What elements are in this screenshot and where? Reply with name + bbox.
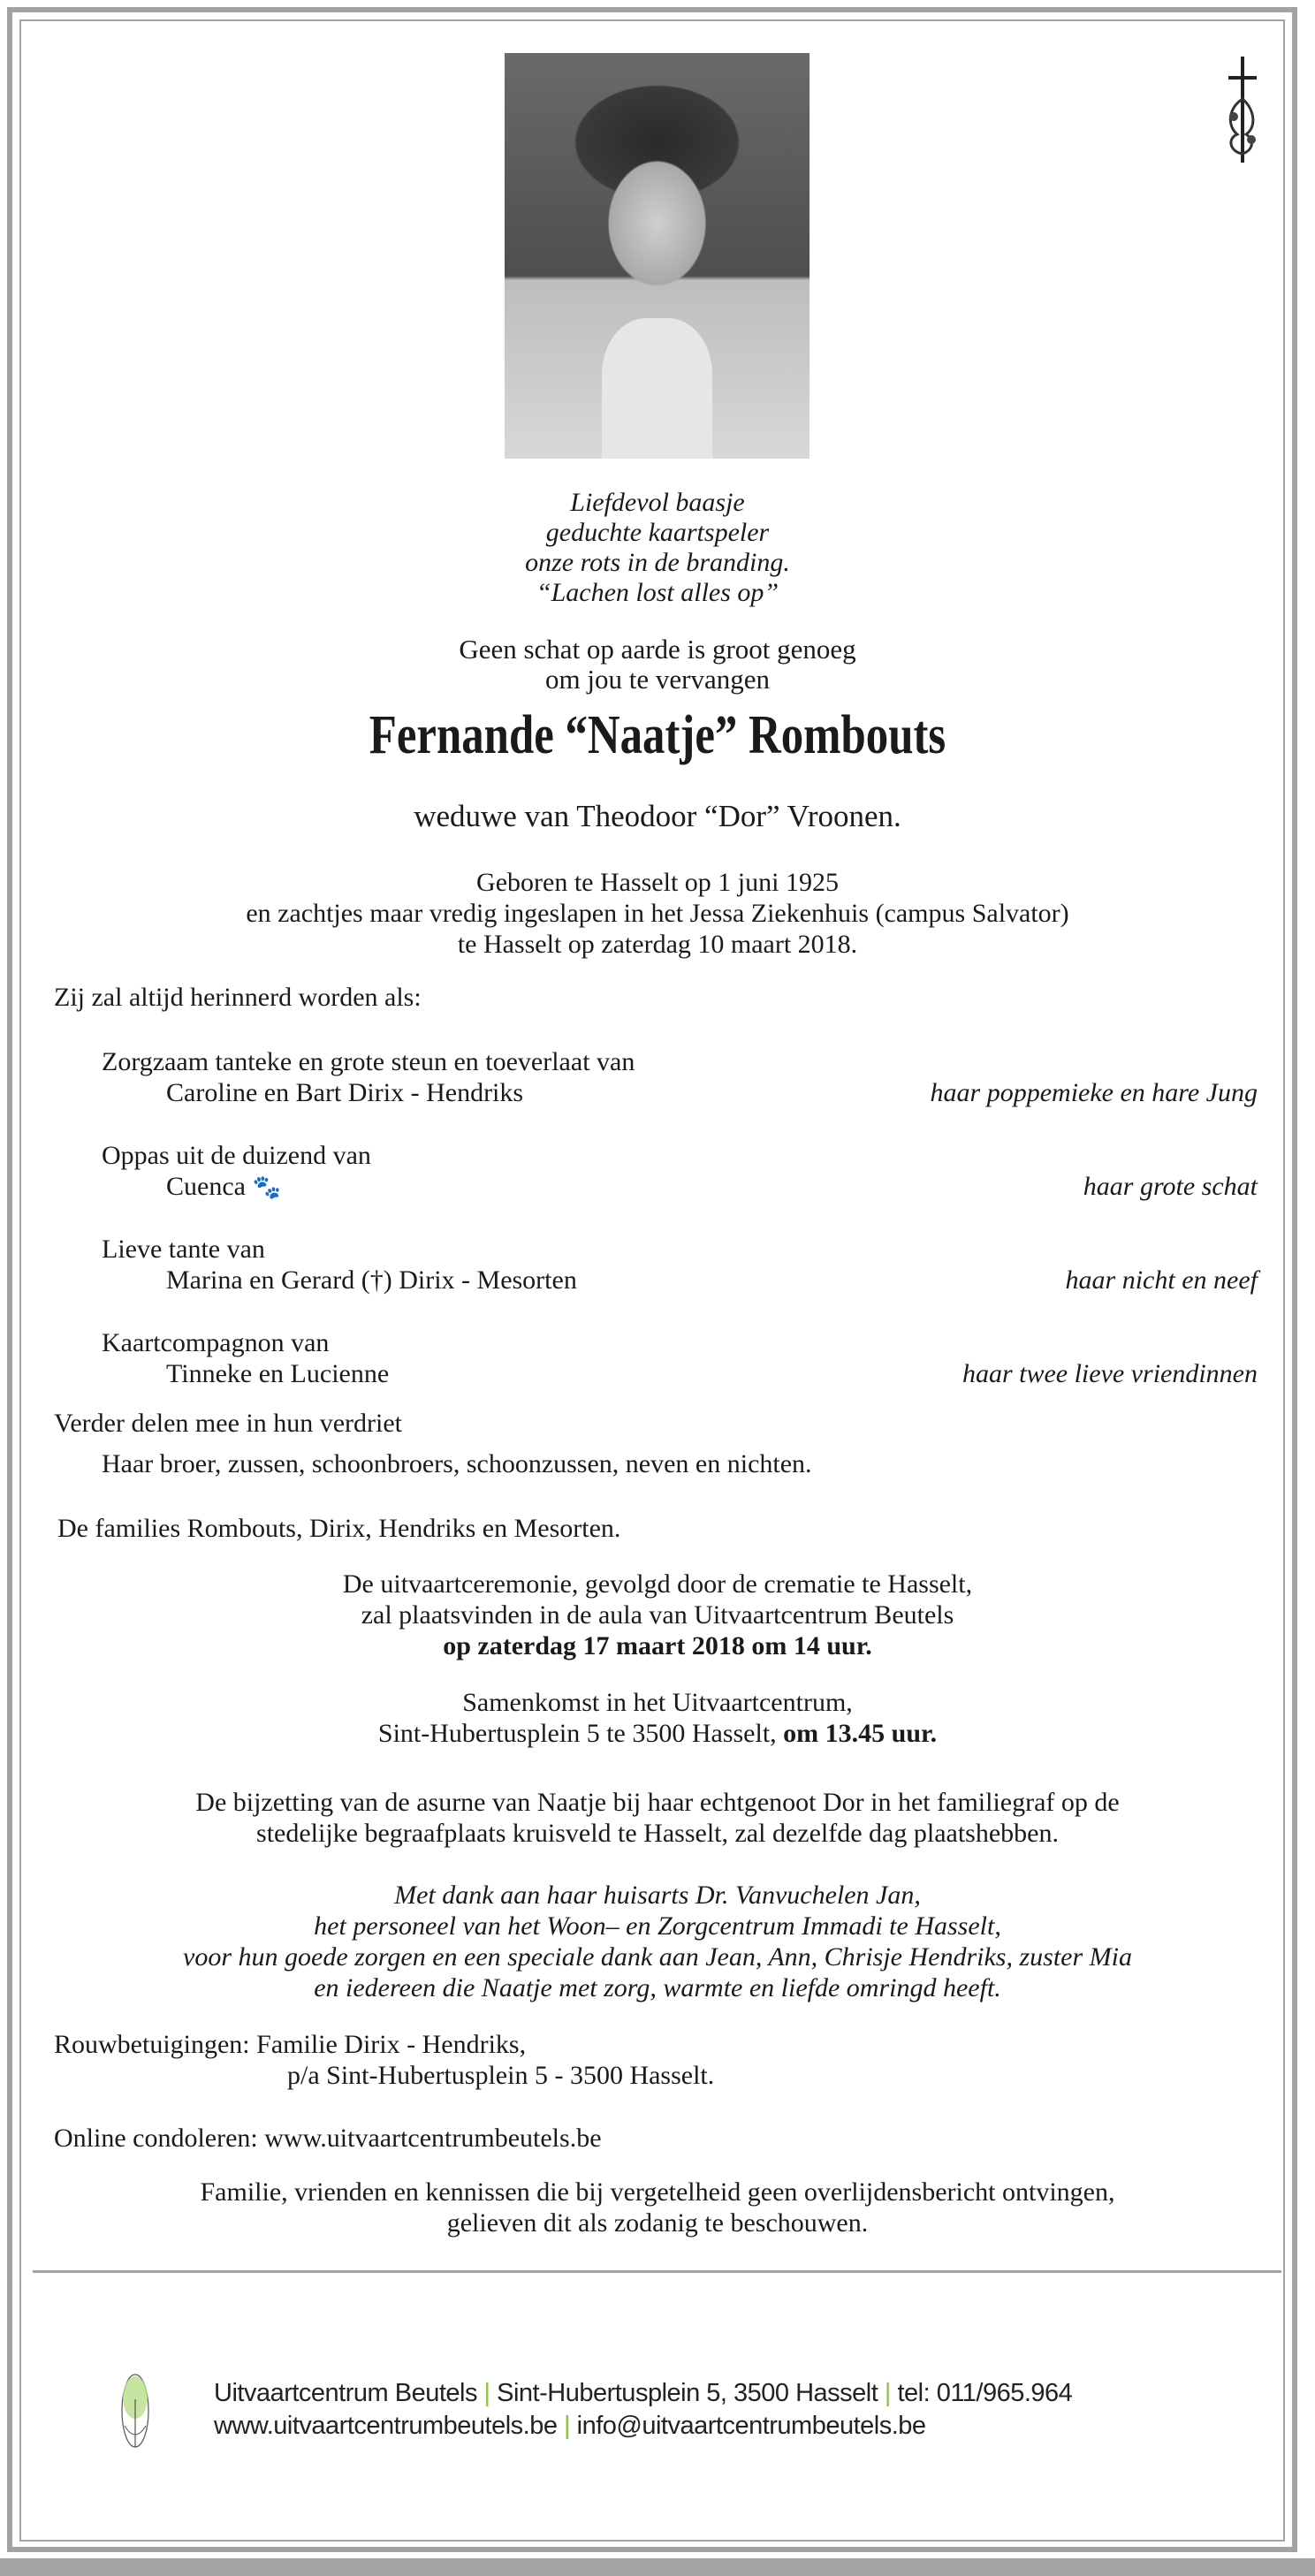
gathering-line — [0, 1719, 1315, 1749]
deceased-name: Fernande “Naatje” Rombouts — [369, 705, 946, 765]
relation-names: Tinneke en Lucienne — [166, 1359, 390, 1388]
motto-line: “Lachen lost alles op” — [536, 578, 779, 607]
funeral-home-phone[interactable]: tel: 011/965.964 — [897, 2379, 1073, 2407]
relation-label: Kaartcompagnon van — [102, 1328, 330, 1357]
relation-note: haar twee lieve vriendinnen — [962, 1359, 1258, 1388]
relation-label: Zorgzaam tanteke en grote steun en toeverlaat van — [102, 1047, 635, 1076]
gathering-line: Samenkomst in het Uitvaartcentrum, — [462, 1688, 853, 1717]
portrait-photo — [505, 53, 810, 459]
thanks-line: het personeel van het Woon– en Zorgcentrum Immadi te Hasselt, — [314, 1911, 1001, 1941]
thanks-line: Met dank aan haar huisarts Dr. Vanvuchelen Jan, — [394, 1881, 921, 1910]
funeral-home-name: Uitvaartcentrum Beutels — [214, 2379, 477, 2407]
separator: | — [564, 2412, 571, 2440]
bottom-bar — [0, 2558, 1315, 2576]
website-link[interactable]: www.uitvaartcentrumbeutels.be — [214, 2412, 558, 2440]
thanks-line: voor hun goede zorgen en een speciale dank aan Jean, Ann, Chrisje Hendriks, zuster Mia — [183, 1942, 1132, 1972]
notice-line: gelieven dit als zodanig te beschouwen. — [446, 2208, 869, 2238]
gathering-address: Sint-Hubertusplein 5 te 3500 Hasselt, — [377, 1719, 777, 1748]
ceremony-line: zal plaatsvinden in de aula van Uitvaartcentrum Beutels — [361, 1600, 954, 1630]
relation-note: haar nicht en neef — [1065, 1265, 1258, 1295]
further-relatives: Haar broer, zussen, schoonbroers, schoonzussen, neven en nichten. — [102, 1449, 812, 1478]
further-intro: Verder delen mee in hun verdriet — [54, 1409, 402, 1438]
condolences-line: Rouwbetuigingen: Familie Dirix - Hendriks, — [54, 2030, 527, 2059]
birth-line: te Hasselt op zaterdag 10 maart 2018. — [457, 930, 858, 959]
separator: | — [483, 2379, 490, 2407]
paw-icon: 🐾 — [252, 1174, 281, 1200]
pet-name: Cuenca — [166, 1172, 246, 1201]
motto-line: Liefdevol baasje — [570, 488, 745, 517]
online-condolences-link[interactable]: Online condoleren: www.uitvaartcentrumbeutels.be — [54, 2124, 602, 2153]
relation-names — [166, 1172, 281, 1203]
birth-line: Geboren te Hasselt op 1 juni 1925 — [476, 868, 839, 897]
remembered-intro: Zij zal altijd herinnerd worden als: — [54, 983, 422, 1012]
condolences-address: p/a Sint-Hubertusplein 5 - 3500 Hasselt. — [287, 2061, 715, 2090]
funeral-home-address: Sint-Hubertusplein 5, 3500 Hasselt — [497, 2379, 878, 2407]
divider — [33, 2270, 1281, 2273]
footer-line-2 — [214, 2411, 926, 2441]
quote-line: Geen schat op aarde is groot genoeg — [459, 634, 856, 665]
ceremony-date: op zaterdag 17 maart 2018 om 14 uur. — [443, 1631, 872, 1660]
relation-names: Marina en Gerard (†) Dirix - Mesorten — [166, 1265, 577, 1295]
relation-label: Lieve tante van — [102, 1235, 265, 1264]
email-link[interactable]: info@uitvaartcentrumbeutels.be — [576, 2412, 926, 2440]
relation-names: Caroline en Bart Dirix - Hendriks — [166, 1078, 524, 1107]
footer-line-1 — [214, 2378, 1072, 2408]
families-line: De families Rombouts, Dirix, Hendriks en Mesorten. — [57, 1514, 621, 1543]
relation-label: Oppas uit de duizend van — [102, 1141, 371, 1170]
cross-icon — [1220, 55, 1266, 166]
notice-line: Familie, vrienden en kennissen die bij vergetelheid geen overlijdensbericht ontvingen, — [200, 2177, 1115, 2207]
motto-line: geduchte kaartspeler — [545, 518, 770, 547]
separator: | — [884, 2379, 891, 2407]
quote-line: om jou te vervangen — [545, 664, 770, 695]
widow-line: weduwe van Theodoor “Dor” Vroonen. — [414, 799, 901, 833]
burial-line: De bijzetting van de asurne van Naatje bij haar echtgenoot Dor in het familiegraf op de — [195, 1788, 1120, 1817]
relation-note: haar poppemieke en hare Jung — [930, 1078, 1258, 1107]
thanks-line: en iedereen die Naatje met zorg, warmte en liefde omringd heeft. — [314, 1973, 1001, 2002]
birth-line: en zachtjes maar vredig ingeslapen in het Jessa Ziekenhuis (campus Salvator) — [246, 899, 1069, 928]
tree-logo-icon — [121, 2373, 149, 2449]
gathering-time: om 13.45 uur. — [783, 1719, 938, 1748]
relation-note: haar grote schat — [1083, 1172, 1258, 1201]
motto-line: onze rots in de branding. — [525, 548, 790, 577]
ceremony-line: De uitvaartceremonie, gevolgd door de crematie te Hasselt, — [342, 1569, 973, 1599]
burial-line: stedelijke begraafplaats kruisveld te Hasselt, zal dezelfde dag plaatshebben. — [256, 1819, 1059, 1848]
